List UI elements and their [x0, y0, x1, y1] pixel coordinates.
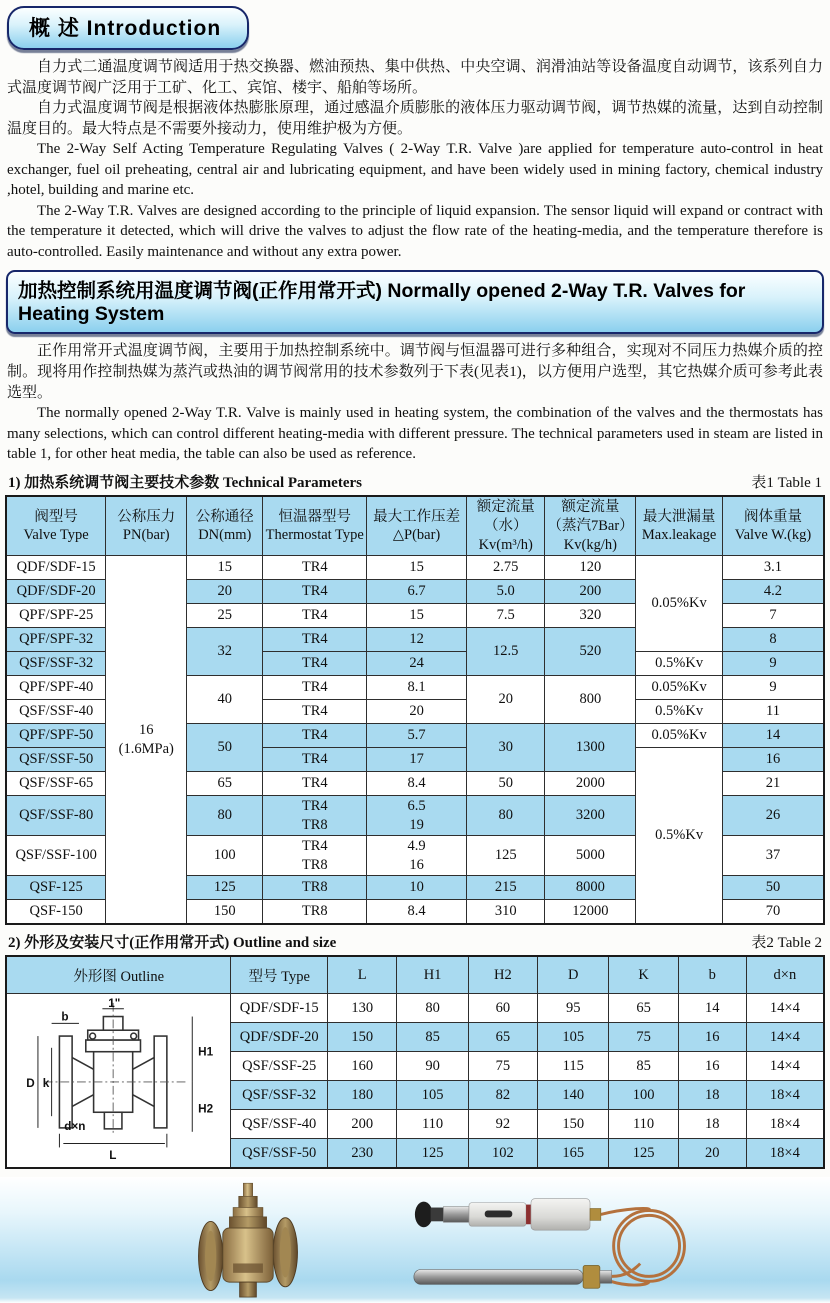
table2-header-row [6, 956, 824, 994]
cell-dxn: 18×4 [746, 1110, 824, 1139]
cell-dp: 6.7 [367, 580, 467, 604]
valve-photo [192, 1181, 304, 1303]
cell-weight: 50 [722, 876, 824, 900]
cell-H2: 82 [468, 1081, 538, 1110]
svg-text:L: L [108, 1148, 117, 1162]
col-outline: 外形图 Outline [6, 956, 231, 994]
cell-kv-water: 12.5 [466, 628, 545, 676]
col-kv-steam: 额定流量（蒸汽7Bar） Kv(kg/h) [545, 496, 636, 556]
cell-L: 160 [327, 1052, 397, 1081]
col-kv-water: 额定流量（水） Kv(m³/h) [466, 496, 545, 556]
table1-caption: 1) 加热系统调节阀主要技术参数 Technical Parameters [8, 474, 362, 491]
cell-kv-steam: 2000 [545, 772, 636, 796]
col-type: 型号 Type [231, 956, 328, 994]
svg-text:H2: H2 [197, 1101, 213, 1115]
cell-K: 75 [609, 1023, 679, 1052]
cell-weight: 8 [722, 628, 824, 652]
cell-D: 115 [538, 1052, 609, 1081]
cell-b: 16 [678, 1052, 746, 1081]
cell-L: 200 [327, 1110, 397, 1139]
cell-type: QDF/SDF-20 [231, 1023, 328, 1052]
cell-weight: 70 [722, 900, 824, 924]
col-b: b [678, 956, 746, 994]
technical-parameters-table [5, 495, 825, 925]
cell-weight: 14 [722, 724, 824, 748]
cell-L: 180 [327, 1081, 397, 1110]
cell-kv-steam: 800 [545, 676, 636, 724]
cell-thermostat: TR4 TR8 [263, 836, 367, 876]
cell-dp: 10 [367, 876, 467, 900]
cell-kv-water: 80 [466, 796, 545, 836]
cell-H2: 102 [468, 1139, 538, 1168]
svg-text:D: D [25, 1076, 35, 1090]
cell-kv-water: 215 [466, 876, 545, 900]
cell-leakage: 0.5%Kv [636, 700, 723, 724]
svg-text:b: b [61, 1009, 69, 1023]
cell-type: QPF/SPF-50 [6, 724, 106, 748]
cell-D: 165 [538, 1139, 609, 1168]
cell-thermostat: TR4 [263, 580, 367, 604]
cell-type: QPF/SPF-25 [6, 604, 106, 628]
cell-type: QSF/SSF-80 [6, 796, 106, 836]
cell-dp: 15 [367, 604, 467, 628]
cell-kv-steam: 5000 [545, 836, 636, 876]
cell-weight: 7 [722, 604, 824, 628]
cell-dn: 20 [187, 580, 263, 604]
cell-b: 18 [678, 1081, 746, 1110]
cell-dn: 15 [187, 556, 263, 580]
intro-en-paragraph-1: The 2-Way Self Acting Temperature Regulating Valves ( 2-Way T.R. Valve )are applied for temperature auto-control in heat exchanger, fuel oil preheating, central air and lubricating equipment, and have been widely used in mining factory, chemical industry ,hotel, building and marine etc. [7, 141, 823, 199]
cell-K: 65 [609, 994, 679, 1023]
cell-dn: 125 [187, 876, 263, 900]
cell-type: QSF/SSF-25 [231, 1052, 328, 1081]
cell-leakage: 0.05%Kv [636, 676, 723, 700]
cell-dp: 17 [367, 748, 467, 772]
cell-K: 85 [609, 1052, 679, 1081]
cell-thermostat: TR8 [263, 876, 367, 900]
col-D: D [538, 956, 609, 994]
cell-thermostat: TR4 [263, 556, 367, 580]
cell-D: 150 [538, 1110, 609, 1139]
cell-type: QSF/SSF-32 [6, 652, 106, 676]
cell-thermostat: TR8 [263, 900, 367, 924]
cell-D: 95 [538, 994, 609, 1023]
cell-weight: 3.1 [722, 556, 824, 580]
cell-kv-water: 5.0 [466, 580, 545, 604]
cell-thermostat: TR4 [263, 676, 367, 700]
cell-thermostat: TR4 [263, 652, 367, 676]
cell-kv-steam: 520 [545, 628, 636, 676]
cell-b: 20 [678, 1139, 746, 1168]
table2-label: 表2 Table 2 [751, 934, 822, 951]
outline-diagram [10, 997, 228, 1165]
cell-type: QSF/SSF-100 [6, 836, 106, 876]
cell-dxn: 14×4 [746, 1023, 824, 1052]
table-row [6, 556, 824, 580]
cell-K: 100 [609, 1081, 679, 1110]
cell-H1: 105 [397, 1081, 468, 1110]
cell-dp: 12 [367, 628, 467, 652]
cell-weight: 9 [722, 676, 824, 700]
intro-paragraphs [5, 57, 825, 262]
cell-weight: 16 [722, 748, 824, 772]
cell-D: 140 [538, 1081, 609, 1110]
cell-D: 105 [538, 1023, 609, 1052]
col-max-dp: 最大工作压差 △P(bar) [367, 496, 467, 556]
table1-caption-row [8, 471, 822, 492]
cell-leakage: 0.5%Kv [636, 652, 723, 676]
cell-type: QDF/SDF-15 [6, 556, 106, 580]
col-valve-type: 阀型号 Valve Type [6, 496, 106, 556]
cell-leakage: 0.5%Kv [636, 748, 723, 924]
cell-kv-steam: 1300 [545, 724, 636, 772]
cell-type: QSF/SSF-50 [6, 748, 106, 772]
cell-dn: 50 [187, 724, 263, 772]
table1-label: 表1 Table 1 [751, 474, 822, 491]
cell-dn: 65 [187, 772, 263, 796]
cell-H2: 92 [468, 1110, 538, 1139]
cell-H1: 90 [397, 1052, 468, 1081]
cell-type: QSF/SSF-40 [231, 1110, 328, 1139]
cell-dn: 25 [187, 604, 263, 628]
cell-kv-water: 30 [466, 724, 545, 772]
cell-L: 230 [327, 1139, 397, 1168]
table1-header-row [6, 496, 824, 556]
cell-dp: 8.4 [367, 900, 467, 924]
cell-weight: 26 [722, 796, 824, 836]
col-pn: 公称压力 PN(bar) [106, 496, 187, 556]
cell-thermostat: TR4 [263, 628, 367, 652]
cell-thermostat: TR4 TR8 [263, 796, 367, 836]
cell-kv-water: 20 [466, 676, 545, 724]
cell-thermostat: TR4 [263, 700, 367, 724]
heating-section-title: 加热控制系统用温度调节阀(正作用常开式) Normally opened 2-Way T.R. Valves for Heating System [6, 270, 824, 334]
product-photo-band [0, 1177, 830, 1303]
cell-kv-steam: 200 [545, 580, 636, 604]
cell-kv-steam: 8000 [545, 876, 636, 900]
heating-en-paragraph: The normally opened 2-Way T.R. Valve is mainly used in heating system, the combination of the valves and the thermostats has many selections, which can control different heating-media with different pressure. The technical parameters used in steam are listed in table 1, for other heat media, the table can also be used as reference. [7, 405, 823, 463]
cell-type: QSF-150 [6, 900, 106, 924]
cell-type: QSF/SSF-65 [6, 772, 106, 796]
cell-type: QDF/SDF-20 [6, 580, 106, 604]
svg-text:1": 1" [107, 996, 121, 1010]
svg-text:d×n: d×n [64, 1119, 86, 1133]
cell-dp: 8.1 [367, 676, 467, 700]
col-valve-weight: 阀体重量 Valve W.(kg) [722, 496, 824, 556]
heating-cn-paragraph: 正作用常开式温度调节阀，主要用于加热控制系统中。调节阀与恒温器可进行多种组合，实现对不同压力热媒介质的控制。现将用作控制热媒为蒸汽或热油的调节阀常用的技术参数列于下表(见表1)，以方便用户选型，其它热媒介质可参考此表选型。 [7, 343, 823, 401]
cell-type: QDF/SDF-15 [231, 994, 328, 1023]
cell-kv-steam: 320 [545, 604, 636, 628]
cell-type: QSF-125 [6, 876, 106, 900]
cell-L: 150 [327, 1023, 397, 1052]
cell-kv-steam: 3200 [545, 796, 636, 836]
col-max-leakage: 最大泄漏量 Max.leakage [636, 496, 723, 556]
cell-pn: 16 (1.6MPa) [106, 556, 187, 924]
heating-paragraphs [5, 341, 825, 464]
cell-type: QPF/SPF-32 [6, 628, 106, 652]
cell-dn: 32 [187, 628, 263, 676]
cell-weight: 9 [722, 652, 824, 676]
table2-caption: 2) 外形及安装尺寸(正作用常开式) Outline and size [8, 934, 337, 951]
outline-diagram-cell [6, 994, 231, 1168]
cell-weight: 21 [722, 772, 824, 796]
cell-kv-steam: 12000 [545, 900, 636, 924]
cell-type: QSF/SSF-50 [231, 1139, 328, 1168]
cell-dn: 80 [187, 796, 263, 836]
cell-kv-water: 125 [466, 836, 545, 876]
svg-text:H1: H1 [197, 1045, 213, 1059]
cell-dp: 6.5 19 [367, 796, 467, 836]
cell-dp: 5.7 [367, 724, 467, 748]
cell-leakage: 0.05%Kv [636, 724, 723, 748]
cell-dxn: 18×4 [746, 1139, 824, 1168]
cell-b: 14 [678, 994, 746, 1023]
cell-dp: 15 [367, 556, 467, 580]
intro-en-paragraph-2: The 2-Way T.R. Valves are designed according to the principle of liquid expansion. The sensor liquid will expand or contract with the temperature it detected, which will drive the valves to adjust the flow rate of the heating-media, and the temperature therefore is auto-controlled. Easily maintenance and without any extra power. [7, 202, 823, 260]
cell-dn: 100 [187, 836, 263, 876]
table2-caption-row [8, 931, 822, 952]
cell-dxn: 14×4 [746, 1052, 824, 1081]
cell-weight: 11 [722, 700, 824, 724]
thermostat-photo [408, 1179, 713, 1301]
cell-b: 18 [678, 1110, 746, 1139]
intro-cn-paragraph-2: 自力式温度调节阀是根据液体热膨胀原理，通过感温介质膨胀的液体压力驱动调节阀，调节热媒的流量，达到自动控制温度目的。最大特点是不需要外接动力，使用维护极为方便。 [7, 100, 823, 137]
cell-L: 130 [327, 994, 397, 1023]
intro-cn-paragraph-1: 自力式二通温度调节阀适用于热交换器、燃油预热、集中供热、中央空调、润滑油站等设备温度自动调节，该系列自力式温度调节阀广泛用于工矿、化工、宾馆、楼宇、船舶等场所。 [7, 59, 823, 96]
cell-dp: 4.9 16 [367, 836, 467, 876]
cell-dp: 20 [367, 700, 467, 724]
cell-H1: 80 [397, 994, 468, 1023]
cell-dxn: 14×4 [746, 994, 824, 1023]
cell-kv-water: 310 [466, 900, 545, 924]
cell-type: QPF/SPF-40 [6, 676, 106, 700]
cell-H1: 110 [397, 1110, 468, 1139]
cell-type: QSF/SSF-32 [231, 1081, 328, 1110]
cell-dxn: 18×4 [746, 1081, 824, 1110]
cell-H1: 125 [397, 1139, 468, 1168]
svg-text:k: k [42, 1076, 50, 1090]
cell-thermostat: TR4 [263, 748, 367, 772]
col-dn: 公称通径 DN(mm) [187, 496, 263, 556]
cell-type: QSF/SSF-40 [6, 700, 106, 724]
cell-dp: 8.4 [367, 772, 467, 796]
cell-kv-steam: 120 [545, 556, 636, 580]
cell-dn: 150 [187, 900, 263, 924]
cell-K: 125 [609, 1139, 679, 1168]
cell-b: 16 [678, 1023, 746, 1052]
cell-H2: 75 [468, 1052, 538, 1081]
cell-kv-water: 50 [466, 772, 545, 796]
outline-size-table [5, 955, 825, 1169]
cell-dp: 24 [367, 652, 467, 676]
cell-K: 110 [609, 1110, 679, 1139]
cell-kv-water: 2.75 [466, 556, 545, 580]
cell-weight: 4.2 [722, 580, 824, 604]
col-L: L [327, 956, 397, 994]
cell-weight: 37 [722, 836, 824, 876]
cell-leakage: 0.05%Kv [636, 556, 723, 652]
cell-H2: 60 [468, 994, 538, 1023]
cell-H1: 85 [397, 1023, 468, 1052]
intro-title: 概 述 Introduction [7, 6, 249, 50]
cell-kv-water: 7.5 [466, 604, 545, 628]
col-H1: H1 [397, 956, 468, 994]
col-H2: H2 [468, 956, 538, 994]
cell-thermostat: TR4 [263, 724, 367, 748]
col-K: K [609, 956, 679, 994]
cell-thermostat: TR4 [263, 604, 367, 628]
col-dxn: d×n [746, 956, 824, 994]
table-row [6, 994, 824, 1023]
col-thermostat: 恒温器型号 Thermostat Type [263, 496, 367, 556]
cell-dn: 40 [187, 676, 263, 724]
cell-thermostat: TR4 [263, 772, 367, 796]
cell-H2: 65 [468, 1023, 538, 1052]
